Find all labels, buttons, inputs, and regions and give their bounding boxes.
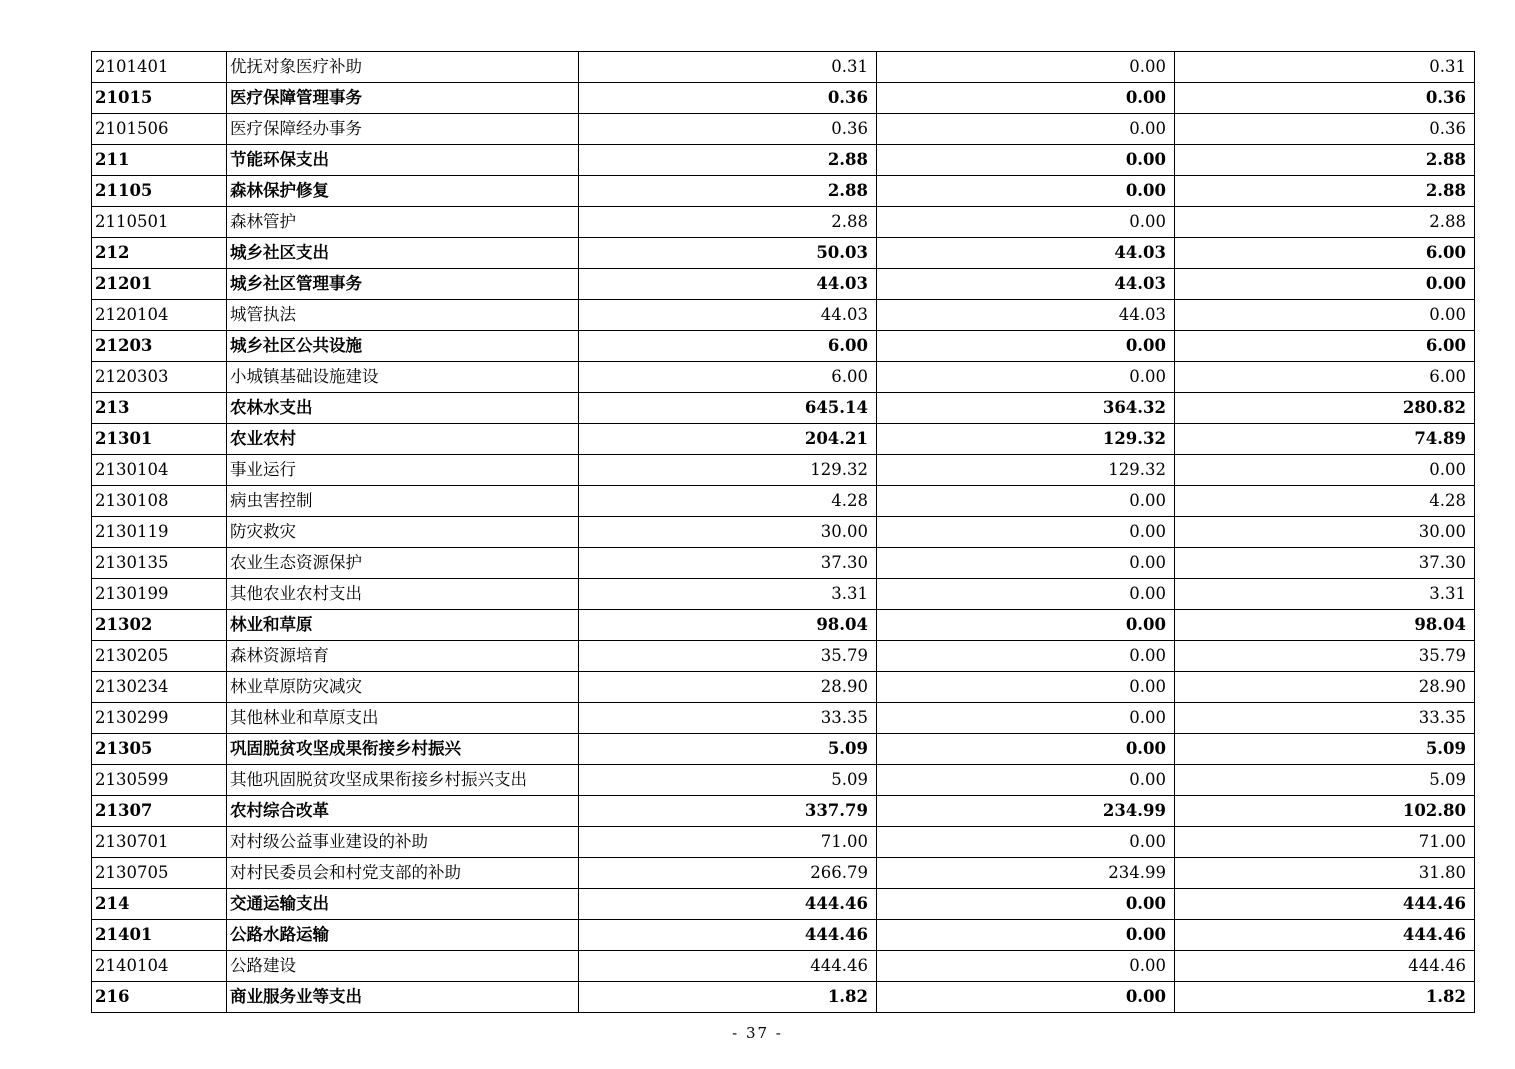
account-name-cell: 森林管护 <box>227 207 579 238</box>
table-row <box>92 982 1475 1013</box>
project-expenditure-cell: 31.80 <box>1175 858 1475 889</box>
project-expenditure-cell: 5.09 <box>1175 765 1475 796</box>
account-code-cell: 2101401 <box>92 52 227 83</box>
total-amount-cell: 0.36 <box>579 114 877 145</box>
account-code-cell: 2130199 <box>92 579 227 610</box>
basic-expenditure-cell: 0.00 <box>877 734 1175 765</box>
project-expenditure-cell: 4.28 <box>1175 486 1475 517</box>
account-name-cell: 农业生态资源保护 <box>227 548 579 579</box>
account-code-cell: 2120303 <box>92 362 227 393</box>
total-amount-cell: 44.03 <box>579 300 877 331</box>
total-amount-cell: 6.00 <box>579 331 877 362</box>
total-amount-cell: 2.88 <box>579 207 877 238</box>
total-amount-cell: 5.09 <box>579 765 877 796</box>
basic-expenditure-cell: 0.00 <box>877 920 1175 951</box>
account-name-cell: 病虫害控制 <box>227 486 579 517</box>
account-code-cell: 21105 <box>92 176 227 207</box>
total-amount-cell: 5.09 <box>579 734 877 765</box>
total-amount-cell: 2.88 <box>579 145 877 176</box>
account-name-cell: 其他巩固脱贫攻坚成果衔接乡村振兴支出 <box>227 765 579 796</box>
project-expenditure-cell: 6.00 <box>1175 238 1475 269</box>
account-name-cell: 农村综合改革 <box>227 796 579 827</box>
total-amount-cell: 4.28 <box>579 486 877 517</box>
basic-expenditure-cell: 0.00 <box>877 517 1175 548</box>
page-number: - 37 - <box>732 1024 783 1042</box>
basic-expenditure-cell: 129.32 <box>877 455 1175 486</box>
total-amount-cell: 3.31 <box>579 579 877 610</box>
account-code-cell: 2140104 <box>92 951 227 982</box>
basic-expenditure-cell: 364.32 <box>877 393 1175 424</box>
account-name-cell: 医疗保障管理事务 <box>227 83 579 114</box>
account-name-cell: 公路建设 <box>227 951 579 982</box>
project-expenditure-cell: 0.36 <box>1175 114 1475 145</box>
project-expenditure-cell: 35.79 <box>1175 641 1475 672</box>
table-row <box>92 114 1475 145</box>
table-row <box>92 486 1475 517</box>
total-amount-cell: 28.90 <box>579 672 877 703</box>
account-code-cell: 21201 <box>92 269 227 300</box>
project-expenditure-cell: 3.31 <box>1175 579 1475 610</box>
basic-expenditure-cell: 0.00 <box>877 207 1175 238</box>
account-code-cell: 216 <box>92 982 227 1013</box>
account-code-cell: 2130119 <box>92 517 227 548</box>
project-expenditure-cell: 6.00 <box>1175 331 1475 362</box>
basic-expenditure-cell: 0.00 <box>877 52 1175 83</box>
table-row <box>92 362 1475 393</box>
account-code-cell: 2120104 <box>92 300 227 331</box>
account-code-cell: 21302 <box>92 610 227 641</box>
account-name-cell: 防灾救灾 <box>227 517 579 548</box>
table-row <box>92 579 1475 610</box>
account-name-cell: 农林水支出 <box>227 393 579 424</box>
account-name-cell: 小城镇基础设施建设 <box>227 362 579 393</box>
table-row <box>92 207 1475 238</box>
basic-expenditure-cell: 234.99 <box>877 796 1175 827</box>
total-amount-cell: 2.88 <box>579 176 877 207</box>
basic-expenditure-cell: 44.03 <box>877 238 1175 269</box>
basic-expenditure-cell: 0.00 <box>877 951 1175 982</box>
basic-expenditure-cell: 0.00 <box>877 579 1175 610</box>
total-amount-cell: 204.21 <box>579 424 877 455</box>
table-row <box>92 83 1475 114</box>
account-name-cell: 对村级公益事业建设的补助 <box>227 827 579 858</box>
table-row <box>92 765 1475 796</box>
account-code-cell: 21301 <box>92 424 227 455</box>
account-code-cell: 2130234 <box>92 672 227 703</box>
table-row <box>92 703 1475 734</box>
account-code-cell: 21015 <box>92 83 227 114</box>
project-expenditure-cell: 2.88 <box>1175 145 1475 176</box>
total-amount-cell: 50.03 <box>579 238 877 269</box>
basic-expenditure-cell: 0.00 <box>877 145 1175 176</box>
table-row <box>92 827 1475 858</box>
total-amount-cell: 30.00 <box>579 517 877 548</box>
basic-expenditure-cell: 44.03 <box>877 269 1175 300</box>
account-name-cell: 节能环保支出 <box>227 145 579 176</box>
account-code-cell: 2130705 <box>92 858 227 889</box>
project-expenditure-cell: 444.46 <box>1175 920 1475 951</box>
account-name-cell: 公路水路运输 <box>227 920 579 951</box>
account-name-cell: 农业农村 <box>227 424 579 455</box>
basic-expenditure-cell: 0.00 <box>877 889 1175 920</box>
account-code-cell: 21203 <box>92 331 227 362</box>
basic-expenditure-cell: 0.00 <box>877 610 1175 641</box>
table-row <box>92 424 1475 455</box>
total-amount-cell: 444.46 <box>579 951 877 982</box>
account-name-cell: 巩固脱贫攻坚成果衔接乡村振兴 <box>227 734 579 765</box>
table-row <box>92 52 1475 83</box>
project-expenditure-cell: 30.00 <box>1175 517 1475 548</box>
basic-expenditure-cell: 0.00 <box>877 548 1175 579</box>
table-row <box>92 393 1475 424</box>
basic-expenditure-cell: 0.00 <box>877 982 1175 1013</box>
total-amount-cell: 44.03 <box>579 269 877 300</box>
table-row <box>92 238 1475 269</box>
account-name-cell: 优抚对象医疗补助 <box>227 52 579 83</box>
account-name-cell: 交通运输支出 <box>227 889 579 920</box>
account-name-cell: 事业运行 <box>227 455 579 486</box>
basic-expenditure-cell: 0.00 <box>877 362 1175 393</box>
total-amount-cell: 444.46 <box>579 920 877 951</box>
project-expenditure-cell: 6.00 <box>1175 362 1475 393</box>
account-code-cell: 214 <box>92 889 227 920</box>
total-amount-cell: 129.32 <box>579 455 877 486</box>
account-code-cell: 2110501 <box>92 207 227 238</box>
total-amount-cell: 0.31 <box>579 52 877 83</box>
project-expenditure-cell: 28.90 <box>1175 672 1475 703</box>
account-name-cell: 城乡社区公共设施 <box>227 331 579 362</box>
project-expenditure-cell: 71.00 <box>1175 827 1475 858</box>
account-code-cell: 2101506 <box>92 114 227 145</box>
basic-expenditure-cell: 0.00 <box>877 641 1175 672</box>
basic-expenditure-cell: 0.00 <box>877 672 1175 703</box>
project-expenditure-cell: 1.82 <box>1175 982 1475 1013</box>
table-row <box>92 145 1475 176</box>
account-name-cell: 对村民委员会和村党支部的补助 <box>227 858 579 889</box>
project-expenditure-cell: 74.89 <box>1175 424 1475 455</box>
project-expenditure-cell: 0.00 <box>1175 269 1475 300</box>
account-name-cell: 医疗保障经办事务 <box>227 114 579 145</box>
account-name-cell: 商业服务业等支出 <box>227 982 579 1013</box>
table-body <box>92 52 1475 1013</box>
table-row <box>92 455 1475 486</box>
total-amount-cell: 35.79 <box>579 641 877 672</box>
project-expenditure-cell: 0.36 <box>1175 83 1475 114</box>
table-row <box>92 331 1475 362</box>
account-name-cell: 林业和草原 <box>227 610 579 641</box>
basic-expenditure-cell: 0.00 <box>877 486 1175 517</box>
table-row <box>92 610 1475 641</box>
account-name-cell: 其他林业和草原支出 <box>227 703 579 734</box>
basic-expenditure-cell: 0.00 <box>877 176 1175 207</box>
total-amount-cell: 37.30 <box>579 548 877 579</box>
table-row <box>92 796 1475 827</box>
basic-expenditure-cell: 0.00 <box>877 827 1175 858</box>
project-expenditure-cell: 2.88 <box>1175 207 1475 238</box>
total-amount-cell: 1.82 <box>579 982 877 1013</box>
table-row <box>92 269 1475 300</box>
table-row <box>92 548 1475 579</box>
basic-expenditure-cell: 129.32 <box>877 424 1175 455</box>
budget-table <box>91 51 1475 1013</box>
total-amount-cell: 0.36 <box>579 83 877 114</box>
project-expenditure-cell: 0.31 <box>1175 52 1475 83</box>
account-code-cell: 2130108 <box>92 486 227 517</box>
total-amount-cell: 266.79 <box>579 858 877 889</box>
project-expenditure-cell: 444.46 <box>1175 889 1475 920</box>
account-code-cell: 2130299 <box>92 703 227 734</box>
account-code-cell: 21307 <box>92 796 227 827</box>
table-row <box>92 672 1475 703</box>
basic-expenditure-cell: 0.00 <box>877 765 1175 796</box>
project-expenditure-cell: 444.46 <box>1175 951 1475 982</box>
account-name-cell: 森林保护修复 <box>227 176 579 207</box>
table-row <box>92 517 1475 548</box>
account-code-cell: 2130205 <box>92 641 227 672</box>
account-code-cell: 212 <box>92 238 227 269</box>
project-expenditure-cell: 102.80 <box>1175 796 1475 827</box>
account-name-cell: 林业草原防灾减灾 <box>227 672 579 703</box>
total-amount-cell: 98.04 <box>579 610 877 641</box>
account-code-cell: 213 <box>92 393 227 424</box>
total-amount-cell: 33.35 <box>579 703 877 734</box>
project-expenditure-cell: 280.82 <box>1175 393 1475 424</box>
account-code-cell: 2130104 <box>92 455 227 486</box>
project-expenditure-cell: 37.30 <box>1175 548 1475 579</box>
project-expenditure-cell: 2.88 <box>1175 176 1475 207</box>
project-expenditure-cell: 98.04 <box>1175 610 1475 641</box>
total-amount-cell: 337.79 <box>579 796 877 827</box>
account-code-cell: 2130701 <box>92 827 227 858</box>
total-amount-cell: 71.00 <box>579 827 877 858</box>
table-row <box>92 920 1475 951</box>
table-row <box>92 889 1475 920</box>
account-name-cell: 城乡社区管理事务 <box>227 269 579 300</box>
total-amount-cell: 444.46 <box>579 889 877 920</box>
basic-expenditure-cell: 0.00 <box>877 331 1175 362</box>
account-name-cell: 森林资源培育 <box>227 641 579 672</box>
account-code-cell: 211 <box>92 145 227 176</box>
account-code-cell: 2130599 <box>92 765 227 796</box>
basic-expenditure-cell: 0.00 <box>877 114 1175 145</box>
account-name-cell: 其他农业农村支出 <box>227 579 579 610</box>
total-amount-cell: 6.00 <box>579 362 877 393</box>
table-row <box>92 641 1475 672</box>
account-code-cell: 21305 <box>92 734 227 765</box>
account-name-cell: 城乡社区支出 <box>227 238 579 269</box>
account-name-cell: 城管执法 <box>227 300 579 331</box>
table-row <box>92 176 1475 207</box>
table-row <box>92 951 1475 982</box>
account-code-cell: 21401 <box>92 920 227 951</box>
project-expenditure-cell: 5.09 <box>1175 734 1475 765</box>
project-expenditure-cell: 33.35 <box>1175 703 1475 734</box>
table-row <box>92 734 1475 765</box>
project-expenditure-cell: 0.00 <box>1175 455 1475 486</box>
project-expenditure-cell: 0.00 <box>1175 300 1475 331</box>
total-amount-cell: 645.14 <box>579 393 877 424</box>
basic-expenditure-cell: 234.99 <box>877 858 1175 889</box>
table-row <box>92 300 1475 331</box>
table-row <box>92 858 1475 889</box>
basic-expenditure-cell: 44.03 <box>877 300 1175 331</box>
account-code-cell: 2130135 <box>92 548 227 579</box>
basic-expenditure-cell: 0.00 <box>877 703 1175 734</box>
basic-expenditure-cell: 0.00 <box>877 83 1175 114</box>
